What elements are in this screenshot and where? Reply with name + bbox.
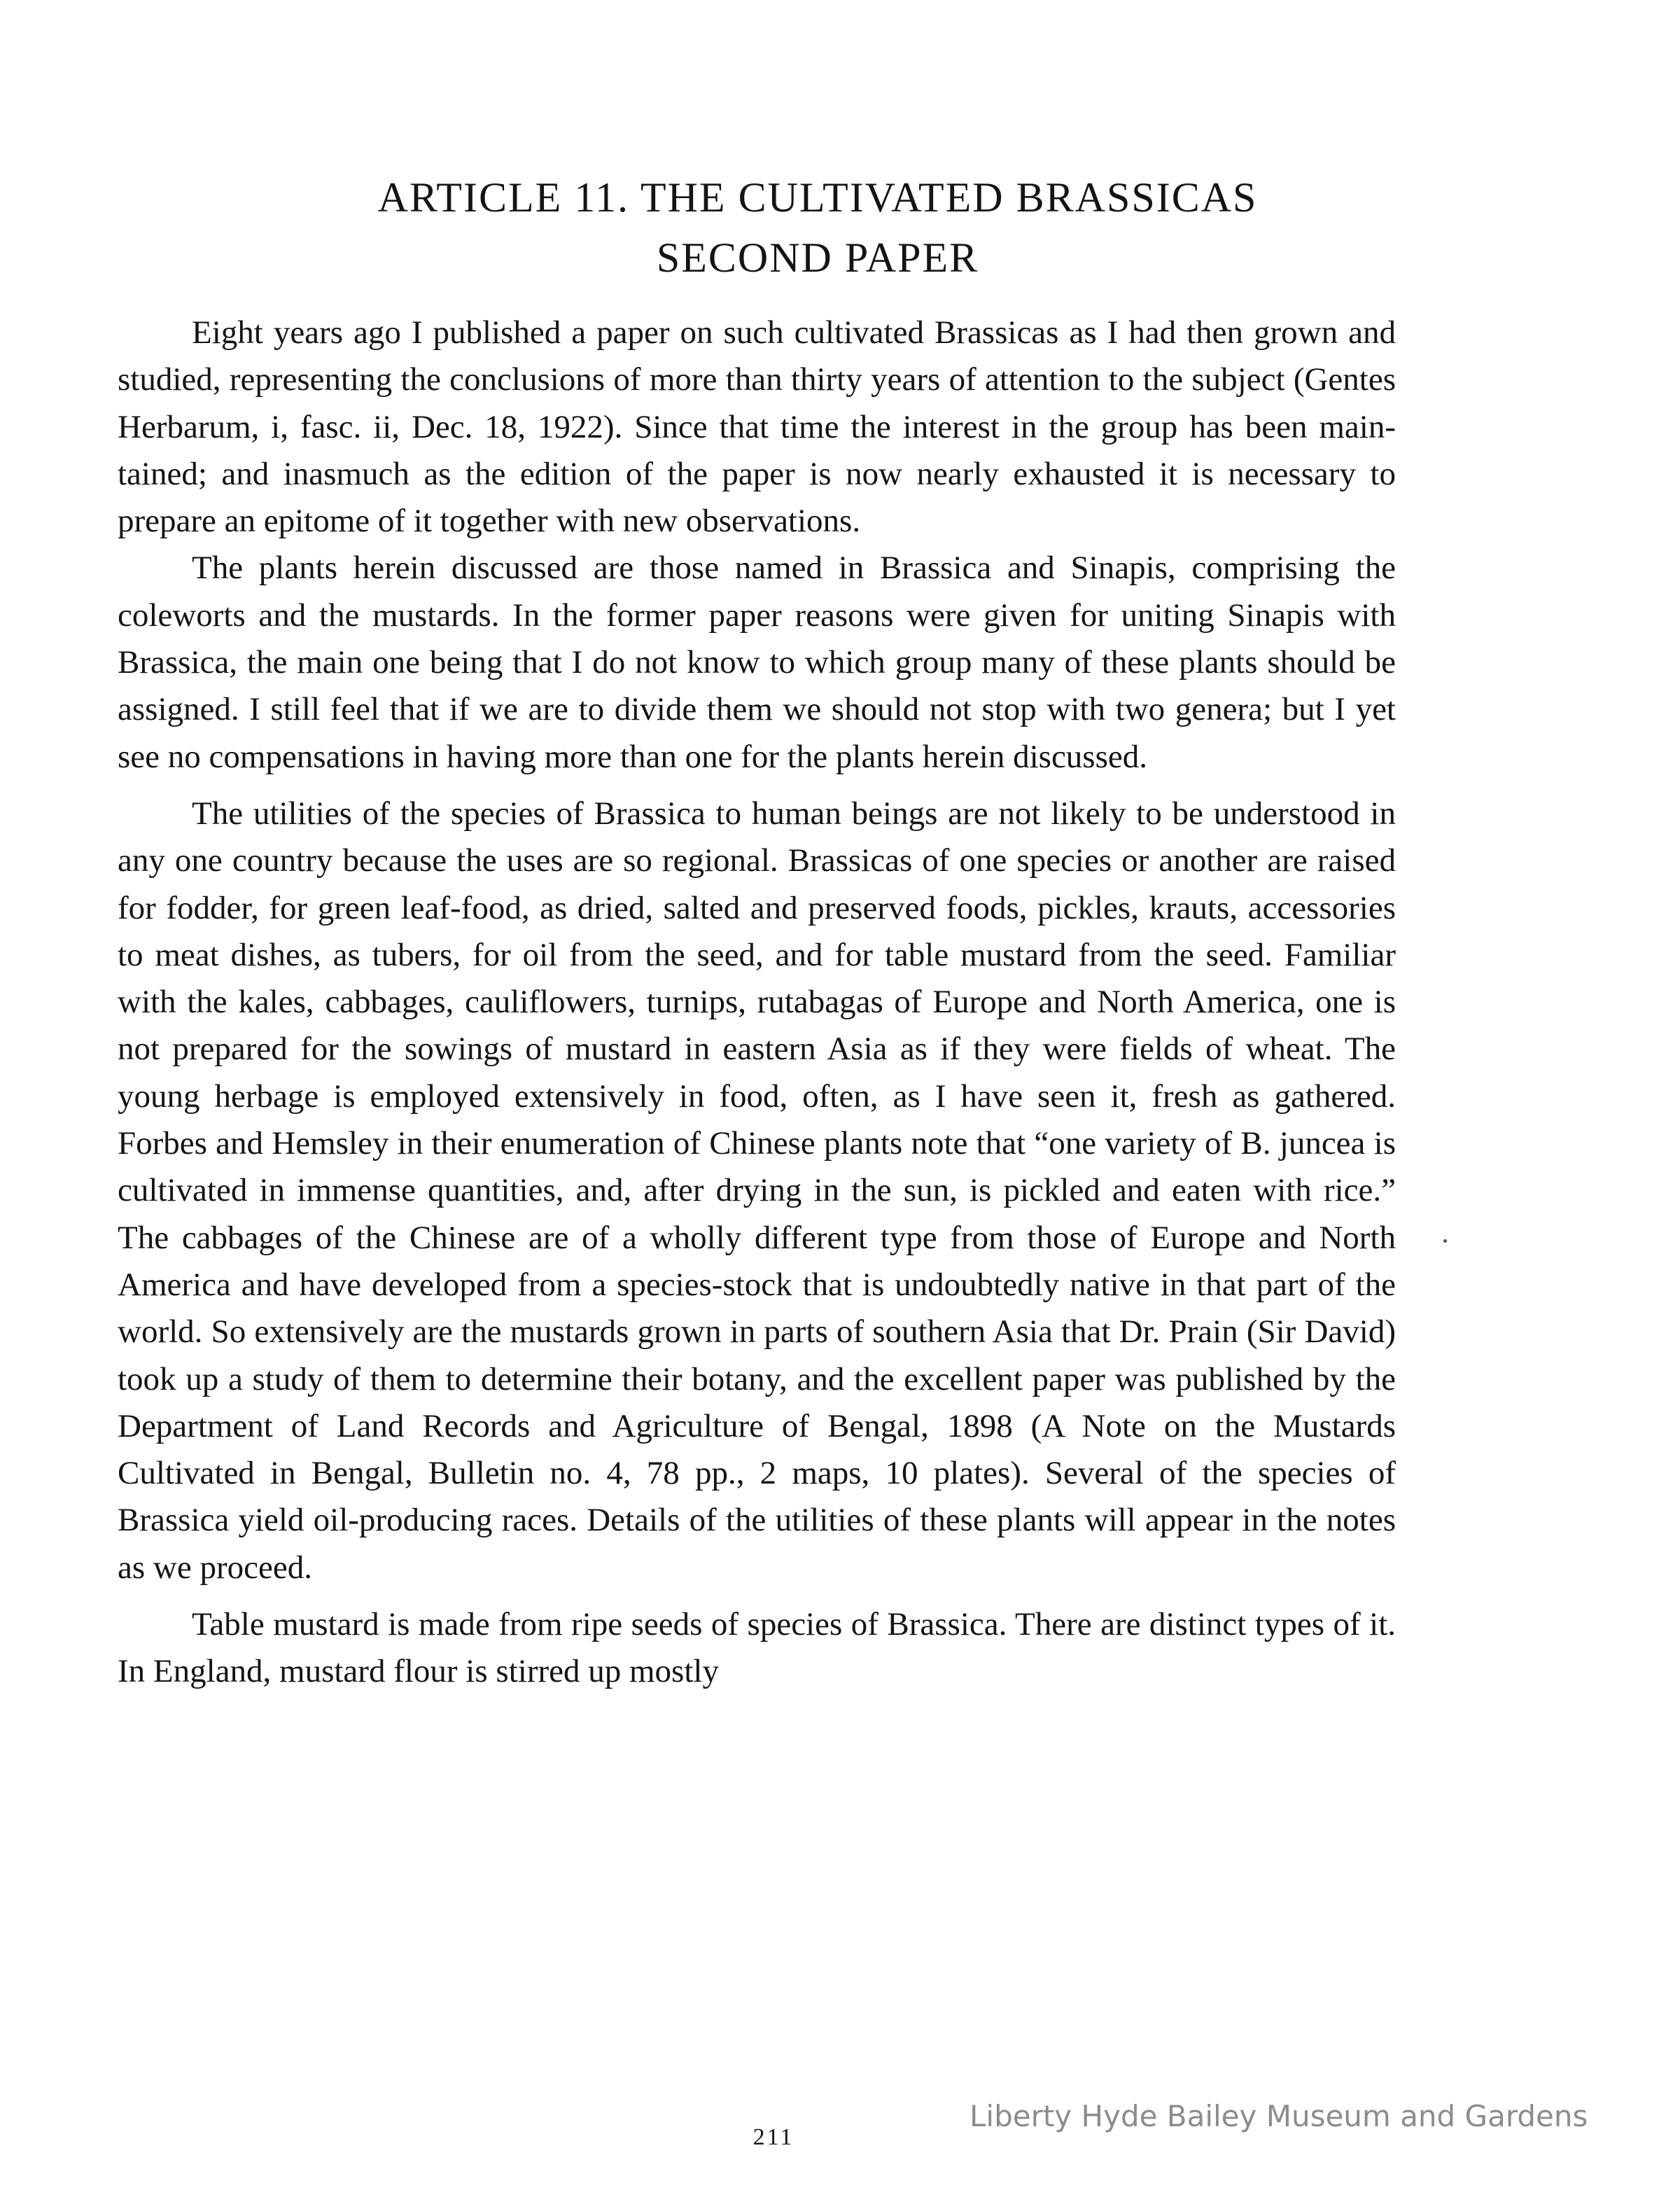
paragraph-3: The utilities of the species of Brassica to human beings are not likely to be understood in any one country because the uses are so regional. Brassicas of one species or another are raised for fodder, for green leaf-food, as dried, salted and preserved foods, pickles, krauts, accessories to meat dishes, as tubers, for oil from the seed, and for table mustard from the seed. Familiar with the kales, cabbages, cauliflowers, turnips, rutabagas of Europe and North America, one is not prepared for the sowings of mustard in eastern Asia as if they were fields of wheat. The young herbage is employed extensively in food, often, as I have seen it, fresh as gathered. Forbes and Hemsley in their enumeration of Chinese plants note that “one variety of B. juncea is cultivated in immense quantities, and, after drying in the sun, is pickled and eaten with rice.” The cabbages of the Chinese are of a wholly different type from those of Europe and North America and have developed from a species-stock that is undoubtedly native in that part of the world. So extensively are the mustards grown in parts of southern Asia that Dr. Prain (Sir David) took up a study of them to determine their botany, and the excellent paper was published by the Department of Land Records and Agriculture of Bengal, 1898 (A Note on the Mustards Cultivated in Bengal, Bulletin no. 4, 78 pp., 2 maps, 10 plates). Several of the species of Brassica yield oil-producing races. Details of the utilities of these plants will appear in the notes as we proceed. [118, 795, 1396, 1586]
paragraph-1: Eight years ago I published a paper on such cultivated Brassicas as I had then grown and studied, representing the conclusions of more than thirty years of attention to the subject (Gentes Herbarum, i, fasc. ii, Dec. 18, 1922). Since that time the interest in the group has been maintained; and inasmuch as the edition of the paper is now nearly exhausted it is necessary to prepare an epitome of it together with new observations. [118, 314, 1396, 540]
article-body [118, 309, 1396, 1696]
article-subtitle: SECOND PAPER [656, 235, 979, 281]
paragraph-2: The plants herein discussed are those named in Brassica and Sinapis, comprising the coleworts and the mustards. In the former paper reasons were given for uniting Sinapis with Brassica, the main one being that I do not know to which group many of these plants should be assigned. I still feel that if we are to divide them we should not stop with two genera; but I yet see no compensations in having more than one for the plants herein discussed. [118, 550, 1396, 775]
paragraph-4: Table mustard is made from ripe seeds of species of Brassica. There are distinct types of it. In England, mustard flour is stirred up mostly [118, 1606, 1396, 1690]
scan-speck [1443, 1239, 1447, 1243]
watermark: Liberty Hyde Bailey Museum and Gardens [969, 2099, 1588, 2133]
page-number: 211 [752, 2124, 794, 2150]
article-title: ARTICLE 11. THE CULTIVATED BRASSICAS [377, 174, 1258, 221]
